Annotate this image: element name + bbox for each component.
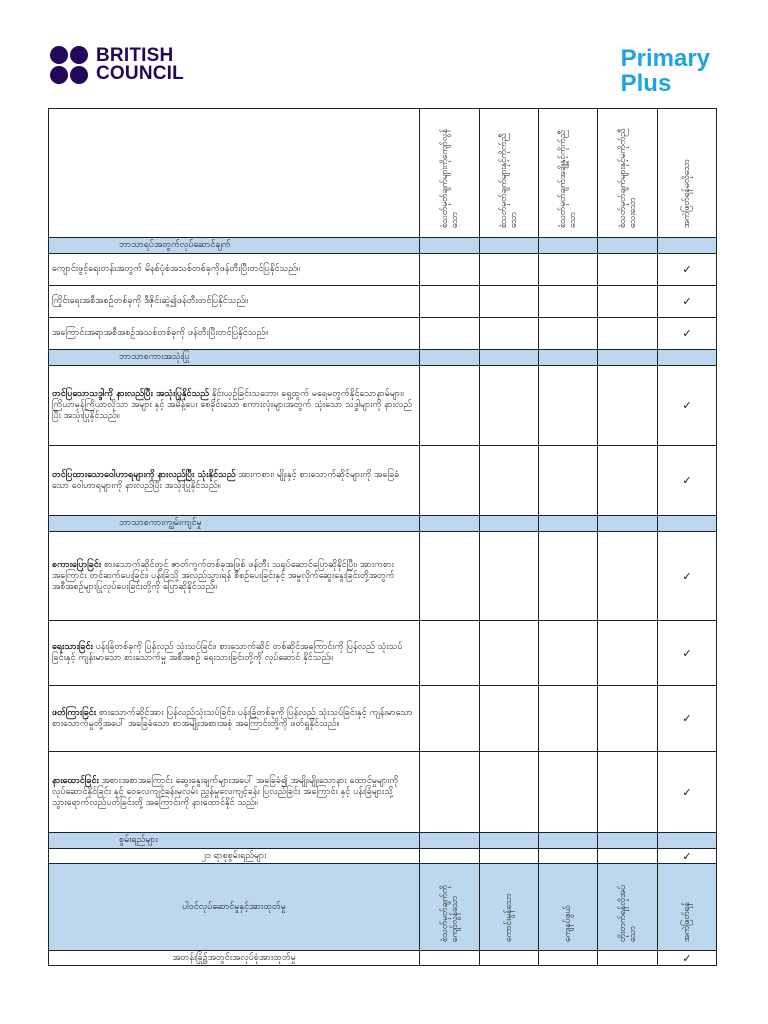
criterion-text: ကြိုင်းရေးအစီအစဉ်တစ်ခုကို ဒီဇိုင်းဆွဲ၍ဖန်တီးတင်ပြနိုင်သည်။: [49, 286, 420, 318]
british-council-logo: [50, 46, 184, 84]
criterion-body: အားကစား၊ မျိုးနှင့် စားသောက်ဆိုင်များကို အခြေခံသော ဝေါဟာရများကို နားလည်ပြီး အသုံးပြုနိုင်သည်။: [52, 469, 400, 491]
tick-mark: ✓: [658, 286, 717, 318]
criterion-text: ကျောင်းဖွင့်ရေးတန်းအတွက် မိနစ်ပုံစံအသစ်တစ်ခုကိုဖန်တီးပြီးတင်ပြနိုင်သည်။: [49, 254, 420, 286]
table-row: [49, 366, 717, 446]
band-col-3: ကျေနပ်ဖွယ်: [539, 864, 598, 951]
table-row: [49, 318, 717, 350]
band-col-2: ကောင်းမွန်သော: [480, 864, 539, 951]
table-row: [49, 286, 717, 318]
tick-mark: ✓: [658, 318, 717, 350]
criterion-text: [49, 686, 420, 752]
effort-band-row: [49, 864, 717, 951]
criterion-title: တင်ပြထားသောဝေါဟာရများကို နားလည်ပြီး သုံးနိုင်သည်: [52, 469, 236, 480]
criterion-title: စကားပြောခြင်း: [52, 559, 102, 570]
criterion-body: အစားအစာအကြောင်း ဆွေးနွေးချက်များအပေါ် အခြေခံ၍ အမျိုးမျိုးသောနား ထောင်မှုများကို လုပ်ဆောင်နိုင်ခြင်း နှင့် ‌ဝေလေကျင့်ခန်းမှလမ်း ညွှန်မှုလေကျင့်ခန်း ပြလည်ခြင်း အကြောင်း နှင့် ပန်းခြံများသို့ သွားရောက်လည်ပတ်ခြင်းတို့ အကြောင်းကို နားထောင်နိုင် သည်။: [52, 775, 399, 808]
table-row: [49, 686, 717, 752]
section-skills: [49, 833, 717, 849]
col-header-3: စံသတ်မှတ်ချက်အချို့နှင့်ကိုက်ညီသော: [539, 109, 598, 238]
section-subject-tasks: [49, 238, 717, 254]
table-row: [49, 849, 717, 864]
criterion-text: [49, 532, 420, 621]
criterion-text: [49, 621, 420, 686]
band-label: ပါဝင်လုပ်ဆောင်မှုနှင့်အားထုတ်မှု: [49, 864, 420, 951]
criterion-body: ပန်းခြံတစ်ခုကို ပြန်လည် သုံးသပ်ခြင်း၊ စားသောက်ဆိုင် တစ်ဆိုင်အကြောင်းကို ပြန်လည် သုံးသပ်ခြင်းနှင့် ကျန်းမာသော စားသောက်မှု အစီအစဉ် ရေးသားခြင်းတို့ကို လုပ်ဆောင် နိုင်သည်။: [52, 642, 403, 663]
tick-mark: ✓: [658, 752, 717, 833]
assessment-rubric-table: [48, 108, 717, 966]
tick-mark: ✓: [658, 254, 717, 286]
tick-mark: ✓: [658, 366, 717, 446]
criterion-title: ဖတ်ကြားခြင်း: [52, 707, 97, 718]
tick-mark: ✓: [658, 849, 717, 864]
header-empty-cell: [49, 109, 420, 238]
band-col-5: အကဲဖြတ်ရန်: [658, 864, 717, 951]
section-language-use: [49, 350, 717, 366]
section-label: ဘာသာစကားအသုံးပြု: [49, 350, 420, 366]
section-label: ဘာသာရပ်အတွက်လုပ်ဆောင်ချက်: [49, 238, 420, 254]
tick-mark: ✓: [658, 446, 717, 516]
rubric-header-row: [49, 109, 717, 238]
british-council-wordmark: BRITISH COUNCIL: [96, 45, 184, 84]
criterion-text: [49, 752, 420, 833]
criterion-text: အကြောင်းအရာအစီအစဉ်အသစ်တစ်ခုကို ဖန်တီးပြီးတင်ပြနိုင်သည်။: [49, 318, 420, 350]
col-header-4: စံသတ်မှတ်ချက်များနှင့်မကိုက်ညီသေးသော: [598, 109, 658, 238]
table-row: [49, 254, 717, 286]
criterion-body: စားသောက်ဆိုင်တွင် ဇာတ်ကွက်တစ်ခုအဖြစ် ဖန်တီး သရုပ်ဆောင်ပြောဆိုနိုင်ပြီး၊ အားကစားအကြောင်း တင်ဆက်ပေးခြင်း၊ ပန်းခြံသို့ အလည်သွားရန် စီစဉ်ပေးခြင်းနှင့် အမှုလိုက်ဆွေးနွေးခြင်းတို့အတွက် အစီအစဉ်များပြုလုပ်ပေးခြင်းတို့ကို ပြောဆိုနိုင်သည်။: [52, 559, 395, 592]
criterion-text: ၂၁ ရာစုစွမ်းရည်များ: [49, 849, 420, 864]
british-council-dots-icon: [50, 46, 88, 84]
section-label: ဘာသာစကားကျွမ်းကျင်မှု: [49, 516, 420, 532]
table-row: [49, 532, 717, 621]
tick-mark: ✓: [658, 621, 717, 686]
criterion-title: နားထောင်ခြင်း: [52, 775, 99, 786]
criterion-title: ရေးသားခြင်း: [52, 642, 93, 652]
tick-mark: ✓: [658, 532, 717, 621]
col-header-2: စံသတ်မှတ်ချက်များနှင့်ကိုက်ညီသော: [480, 109, 539, 238]
section-language-skills: [49, 516, 717, 532]
criterion-title: တင်ပြသောသဒ္ဒါကို နားလည်ပြီး အသုံးပြုနိုင်သည်: [52, 389, 210, 399]
criterion-body: စားသောက်ဆိုင်အား ပြန်လည်သုံးသပ်ခြင်း၊ ပန်းခြံတစ်ခုကို ပြန်လည် သုံးသပ်ခြင်းနှင့် ကျန်းမာသော စားသောက်မှုတို့အပေါ် အခြေခံသော စာအမျိုးအစားအစုံ အကြောင်းတို့ကို ဖတ်ရှုနိုင်သည်။: [52, 707, 413, 729]
primary-plus-logo: Primary Plus: [620, 45, 710, 97]
table-row: [49, 621, 717, 686]
col-header-1: စံသတ်မှတ်ချက်များကိုကျော်လွန်သော: [420, 109, 480, 238]
tick-mark: ✓: [658, 951, 717, 966]
section-label: စွမ်းရည်များ: [49, 833, 420, 849]
criterion-text: [49, 366, 420, 446]
criterion-text: [49, 446, 420, 516]
criterion-body: နိုင်းယှဉ်ခြင်းသဘော၊ ရှေ့ထွက် မရေမတွက်နိုင်သောနာမ်များ၊ ကြိယာမှန်ကြိယာလိုသာ အများ နှင့် အမိန့်ပေး စေခိုင်းသော စကားလုံးများအတွက် သုံးသော သဒ္ဒါများကို နားလည်ပြီး အသုံးပြုနိုင်သည်။: [52, 389, 413, 421]
tick-mark: ✓: [658, 686, 717, 752]
col-header-5: အကဲဖြတ်ရန်မလိုသော: [658, 109, 717, 238]
criterion-text: အတန်းခြုံ၌အတွင်းအလုပ်စုံအားထုတ်မှု: [49, 951, 420, 966]
band-col-4: တိုးတက်ရန်လိုအပ်သော: [598, 864, 658, 951]
table-row: [49, 446, 717, 516]
table-row: [49, 951, 717, 966]
table-row: [49, 752, 717, 833]
band-col-1: စံသတ်မှတ်ချက်ကိုကျော်လွန်သော: [420, 864, 480, 951]
